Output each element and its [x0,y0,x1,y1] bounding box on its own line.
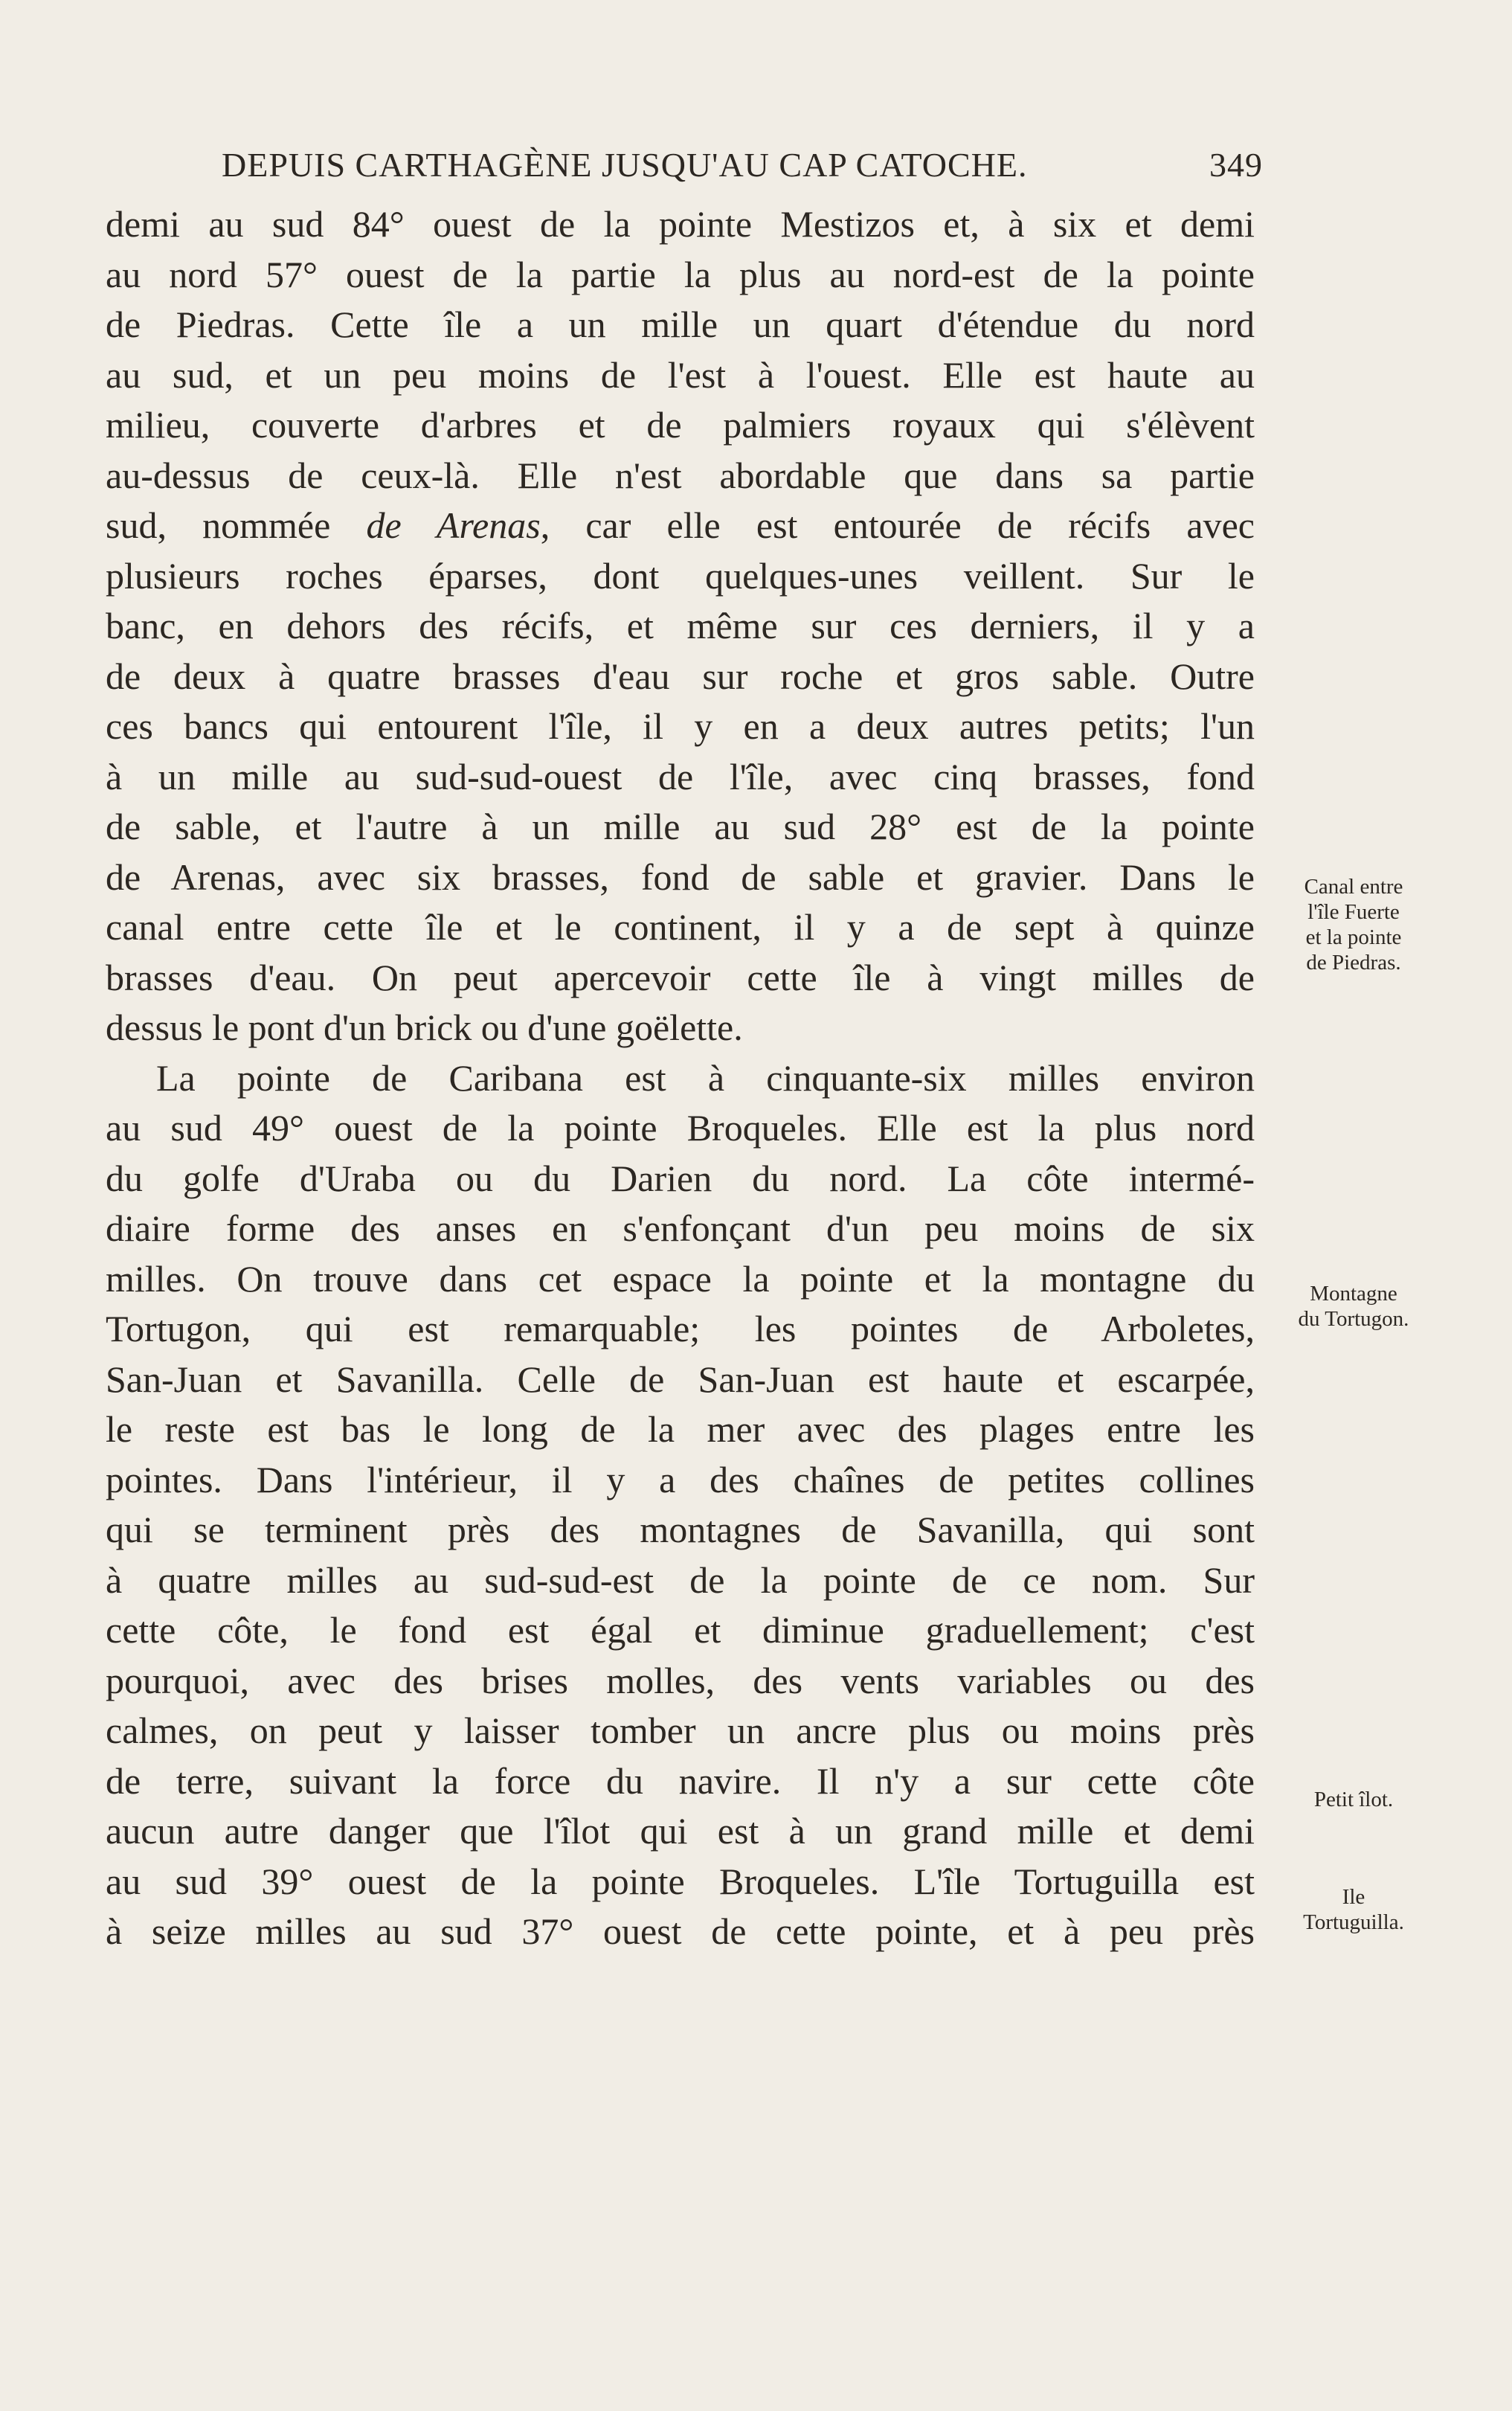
italic-place-name: de Arenas [366,504,541,546]
text-line: au sud, et un peu moins de l'est à l'ouest. Elle est haute au [106,353,1255,396]
text-line: de terre, suivant la force du navire. Il n'y a sur cette côte [106,1759,1255,1802]
margin-note-line: Ile [1342,1885,1365,1909]
page-number: 349 [1209,146,1263,184]
margin-note-line: l'île Fuerte [1307,900,1400,924]
text-line: pointes. Dans l'intérieur, il y a des chaînes de petites collines [106,1458,1255,1500]
text-line: de deux à quatre brasses d'eau sur roche et gros sable. Outre [106,655,1255,697]
text-line: à un mille au sud-sud-ouest de l'île, avec cinq brasses, fond [106,755,1255,797]
text-line: San-Juan et Savanilla. Celle de San-Juan est haute et escarpée, [106,1358,1255,1400]
margin-note-line: de Piedras. [1306,951,1401,975]
margin-note-line: et la pointe [1305,925,1402,949]
text-line: milieu, couverte d'arbres et de palmiers royaux qui s'élèvent [106,404,1255,446]
text-line: du golfe d'Uraba ou du Darien du nord. La côte intermé- [106,1157,1255,1199]
margin-note-line: Canal entre [1304,875,1403,899]
text-line: de sable, et l'autre à un mille au sud 28° est de la pointe [106,806,1255,847]
text-line: de Arenas, avec six brasses, fond de sable et gravier. Dans le [106,855,1255,898]
margin-note-line: du Tortugon. [1298,1307,1409,1331]
text-line: Tortugon, qui est remarquable; les pointes de Arboletes, [106,1308,1255,1349]
text-line: qui se terminent près des montagnes de Savanilla, qui sont [106,1509,1255,1550]
text-line: au nord 57° ouest de la partie la plus au nord-est de la pointe [106,253,1255,295]
margin-note-line: Petit îlot. [1313,1788,1394,1811]
text-line: diaire forme des anses en s'enfonçant d'un peu moins de six [106,1207,1255,1249]
text-line: sud, nommée de Arenas, car elle est entourée de récifs avec [106,504,1255,546]
text-line: canal entre cette île et le continent, il y a de sept à quinze [106,906,1255,948]
text-line: ces bancs qui entourent l'île, il y en a deux autres petits; l'un [106,705,1255,747]
text-line: le reste est bas le long de la mer avec des plages entre les [106,1408,1255,1450]
text-line: pourquoi, avec des brises molles, des vents variables ou des [106,1659,1255,1701]
text-line: calmes, on peut y laisser tomber un ancre plus ou moins près [106,1709,1255,1751]
text-line: brasses d'eau. On peut apercevoir cette île à vingt milles de [106,956,1255,998]
text-line: dessus le pont d'un brick ou d'une goëlette. [106,1007,743,1048]
text-line: au sud 39° ouest de la pointe Broqueles. L'île Tortuguilla est [106,1860,1255,1902]
margin-note-canal [1264,874,1443,975]
body-text [106,199,1255,1957]
text-line: La pointe de Caribana est à cinquante-six milles environ [156,1056,1255,1099]
text-line: banc, en dehors des récifs, et même sur ces derniers, il y a [106,605,1255,646]
margin-note-tortuguilla [1264,1884,1443,1935]
text-line: au sud 49° ouest de la pointe Broqueles. Elle est la plus nord [106,1107,1255,1149]
text-line: au-dessus de ceux-là. Elle n'est abordable que dans sa partie [106,454,1255,496]
margin-note-line: Tortuguilla. [1303,1910,1404,1934]
text-line: aucun autre danger que l'îlot qui est à un grand mille et demi [106,1810,1255,1852]
text-line: plusieurs roches éparses, dont quelques-unes veillent. Sur le [106,554,1255,597]
text-line: cette côte, le fond est égal et diminue graduellement; c'est [106,1609,1255,1651]
margin-note-montagne [1264,1281,1443,1332]
text-line: à seize milles au sud 37° ouest de cette pointe, et à peu près [106,1910,1255,1952]
text-line: à quatre milles au sud-sud-est de la pointe de ce nom. Sur [106,1558,1255,1601]
text-line: de Piedras. Cette île a un mille un quart d'étendue du nord [106,304,1255,345]
margin-note-line: Montagne [1310,1282,1397,1306]
text-line: demi au sud 84° ouest de la pointe Mestizos et, à six et demi [106,203,1255,245]
margin-note-petit-ilot [1264,1787,1443,1812]
text-line: milles. On trouve dans cet espace la pointe et la montagne du [106,1257,1255,1300]
running-title: DEPUIS CARTHAGÈNE JUSQU'AU CAP CATOCHE. [222,146,1028,184]
